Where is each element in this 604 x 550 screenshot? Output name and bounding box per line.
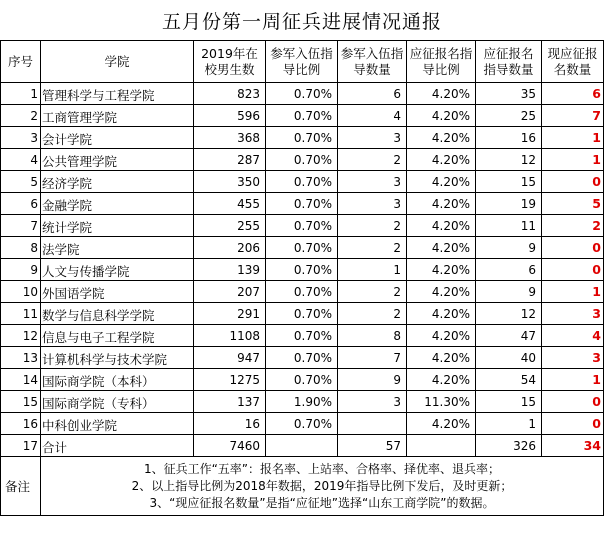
apply-qty: 16 — [476, 127, 542, 149]
note-line-1: 1、征兵工作“五率”：报名率、上站率、合格率、择优率、退兵率； — [143, 461, 501, 476]
enlist-qty: 2 — [338, 303, 407, 325]
school-name: 工商管理学院 — [41, 105, 194, 127]
enlist-ratio: 0.70% — [266, 83, 338, 105]
current-apply: 0 — [542, 413, 604, 435]
enlist-qty — [338, 413, 407, 435]
total-enlist-qty: 57 — [338, 435, 407, 457]
apply-ratio: 4.20% — [407, 259, 476, 281]
school-name: 管理科学与工程学院 — [41, 83, 194, 105]
row-no: 6 — [1, 193, 41, 215]
enlist-ratio: 0.70% — [266, 303, 338, 325]
current-apply: 3 — [542, 347, 604, 369]
note-line-2: 2、以上指导比例为2018年数据，2019年指导比例下发后，及时更新； — [131, 478, 513, 493]
current-apply: 7 — [542, 105, 604, 127]
school-name: 统计学院 — [41, 215, 194, 237]
table-row — [1, 171, 604, 193]
male-count: 1108 — [194, 325, 266, 347]
apply-qty: 40 — [476, 347, 542, 369]
school-name: 公共管理学院 — [41, 149, 194, 171]
total-enlist-ratio — [266, 435, 338, 457]
header-school: 学院 — [41, 41, 194, 83]
table-row — [1, 281, 604, 303]
enlist-qty: 3 — [338, 127, 407, 149]
enlist-qty: 2 — [338, 237, 407, 259]
current-apply: 1 — [542, 281, 604, 303]
total-label: 合计 — [41, 435, 194, 457]
note-line-3: 3、“现应征报名数量”是指“应征地”选择“山东工商学院”的数据。 — [149, 495, 495, 510]
row-no: 8 — [1, 237, 41, 259]
male-count: 350 — [194, 171, 266, 193]
enlist-ratio: 0.70% — [266, 127, 338, 149]
total-current: 34 — [542, 435, 604, 457]
school-name: 人文与传播学院 — [41, 259, 194, 281]
apply-ratio: 4.20% — [407, 105, 476, 127]
school-name: 国际商学院（本科） — [41, 369, 194, 391]
apply-qty: 12 — [476, 303, 542, 325]
current-apply: 4 — [542, 325, 604, 347]
total-male: 7460 — [194, 435, 266, 457]
table-row — [1, 105, 604, 127]
apply-qty: 25 — [476, 105, 542, 127]
row-no: 3 — [1, 127, 41, 149]
school-name: 信息与电子工程学院 — [41, 325, 194, 347]
table-row — [1, 391, 604, 413]
current-apply: 0 — [542, 171, 604, 193]
row-no: 10 — [1, 281, 41, 303]
current-apply: 3 — [542, 303, 604, 325]
total-apply-ratio — [407, 435, 476, 457]
school-name: 会计学院 — [41, 127, 194, 149]
male-count: 287 — [194, 149, 266, 171]
apply-qty: 19 — [476, 193, 542, 215]
male-count: 823 — [194, 83, 266, 105]
table-row — [1, 237, 604, 259]
row-no: 13 — [1, 347, 41, 369]
school-name: 经济学院 — [41, 171, 194, 193]
enlist-qty: 3 — [338, 171, 407, 193]
school-name: 数学与信息科学学院 — [41, 303, 194, 325]
enlist-ratio: 0.70% — [266, 193, 338, 215]
apply-ratio: 4.20% — [407, 193, 476, 215]
enlist-qty: 3 — [338, 391, 407, 413]
male-count: 137 — [194, 391, 266, 413]
table-body — [1, 83, 604, 516]
row-no: 15 — [1, 391, 41, 413]
male-count: 255 — [194, 215, 266, 237]
male-count: 207 — [194, 281, 266, 303]
apply-ratio: 4.20% — [407, 127, 476, 149]
school-name: 中科创业学院 — [41, 413, 194, 435]
row-no: 9 — [1, 259, 41, 281]
recruitment-table — [0, 40, 604, 516]
enlist-qty: 6 — [338, 83, 407, 105]
apply-qty: 9 — [476, 237, 542, 259]
enlist-ratio: 0.70% — [266, 325, 338, 347]
table-row — [1, 127, 604, 149]
enlist-ratio: 0.70% — [266, 171, 338, 193]
table-row — [1, 347, 604, 369]
apply-ratio: 4.20% — [407, 171, 476, 193]
apply-ratio: 4.20% — [407, 413, 476, 435]
male-count: 139 — [194, 259, 266, 281]
row-no: 12 — [1, 325, 41, 347]
table-row — [1, 193, 604, 215]
apply-qty: 35 — [476, 83, 542, 105]
current-apply: 1 — [542, 127, 604, 149]
school-name: 国际商学院（专科） — [41, 391, 194, 413]
enlist-qty: 8 — [338, 325, 407, 347]
enlist-ratio: 0.70% — [266, 149, 338, 171]
school-name: 金融学院 — [41, 193, 194, 215]
row-no: 1 — [1, 83, 41, 105]
enlist-qty: 2 — [338, 149, 407, 171]
enlist-qty: 3 — [338, 193, 407, 215]
enlist-ratio: 0.70% — [266, 215, 338, 237]
header-enlist-ratio: 参军入伍指导比例 — [266, 41, 338, 83]
row-no: 11 — [1, 303, 41, 325]
apply-qty: 12 — [476, 149, 542, 171]
table-row — [1, 215, 604, 237]
male-count: 206 — [194, 237, 266, 259]
apply-qty: 15 — [476, 171, 542, 193]
notes-row — [1, 457, 604, 516]
table-row — [1, 259, 604, 281]
apply-qty: 9 — [476, 281, 542, 303]
apply-qty: 54 — [476, 369, 542, 391]
male-count: 16 — [194, 413, 266, 435]
male-count: 368 — [194, 127, 266, 149]
apply-qty: 15 — [476, 391, 542, 413]
header-apply-ratio: 应征报名指导比例 — [407, 41, 476, 83]
enlist-qty: 9 — [338, 369, 407, 391]
row-no: 4 — [1, 149, 41, 171]
school-name: 计算机科学与技术学院 — [41, 347, 194, 369]
header-apply-qty: 应征报名指导数量 — [476, 41, 542, 83]
enlist-ratio: 0.70% — [266, 347, 338, 369]
enlist-qty: 1 — [338, 259, 407, 281]
enlist-ratio: 0.70% — [266, 369, 338, 391]
notes-label: 备注 — [1, 457, 41, 516]
apply-ratio: 4.20% — [407, 369, 476, 391]
table-row — [1, 369, 604, 391]
header-row — [1, 41, 604, 83]
current-apply: 0 — [542, 391, 604, 413]
header-no: 序号 — [1, 41, 41, 83]
apply-ratio: 4.20% — [407, 215, 476, 237]
apply-qty: 1 — [476, 413, 542, 435]
table-row — [1, 413, 604, 435]
apply-ratio: 11.30% — [407, 391, 476, 413]
row-no: 5 — [1, 171, 41, 193]
apply-qty: 47 — [476, 325, 542, 347]
school-name: 外国语学院 — [41, 281, 194, 303]
table-row — [1, 83, 604, 105]
header-enlist-qty: 参军入伍指导数量 — [338, 41, 407, 83]
header-current-apply: 现应征报名数量 — [542, 41, 604, 83]
male-count: 1275 — [194, 369, 266, 391]
male-count: 947 — [194, 347, 266, 369]
enlist-ratio: 0.70% — [266, 237, 338, 259]
apply-qty: 6 — [476, 259, 542, 281]
report-title: 五月份第一周征兵进展情况通报 — [161, 10, 442, 33]
enlist-qty: 2 — [338, 281, 407, 303]
male-count: 291 — [194, 303, 266, 325]
current-apply: 0 — [542, 259, 604, 281]
current-apply: 5 — [542, 193, 604, 215]
school-name: 法学院 — [41, 237, 194, 259]
male-count: 596 — [194, 105, 266, 127]
apply-ratio: 4.20% — [407, 325, 476, 347]
current-apply: 2 — [542, 215, 604, 237]
current-apply: 6 — [542, 83, 604, 105]
notes-cell — [41, 457, 604, 516]
apply-ratio: 4.20% — [407, 83, 476, 105]
apply-ratio: 4.20% — [407, 149, 476, 171]
apply-ratio: 4.20% — [407, 281, 476, 303]
row-no: 7 — [1, 215, 41, 237]
current-apply: 1 — [542, 369, 604, 391]
total-no: 17 — [1, 435, 41, 457]
apply-qty: 11 — [476, 215, 542, 237]
enlist-qty: 4 — [338, 105, 407, 127]
total-row — [1, 435, 604, 457]
enlist-ratio: 0.70% — [266, 281, 338, 303]
header-male-count: 2019年在校男生数 — [194, 41, 266, 83]
apply-ratio: 4.20% — [407, 303, 476, 325]
enlist-qty: 7 — [338, 347, 407, 369]
current-apply: 0 — [542, 237, 604, 259]
apply-ratio: 4.20% — [407, 347, 476, 369]
enlist-ratio: 0.70% — [266, 259, 338, 281]
enlist-ratio: 0.70% — [266, 413, 338, 435]
male-count: 455 — [194, 193, 266, 215]
apply-ratio: 4.20% — [407, 237, 476, 259]
table-row — [1, 325, 604, 347]
row-no: 14 — [1, 369, 41, 391]
enlist-ratio: 1.90% — [266, 391, 338, 413]
total-apply-qty: 326 — [476, 435, 542, 457]
enlist-qty: 2 — [338, 215, 407, 237]
current-apply: 1 — [542, 149, 604, 171]
enlist-ratio: 0.70% — [266, 105, 338, 127]
table-row — [1, 149, 604, 171]
row-no: 2 — [1, 105, 41, 127]
row-no: 16 — [1, 413, 41, 435]
table-row — [1, 303, 604, 325]
